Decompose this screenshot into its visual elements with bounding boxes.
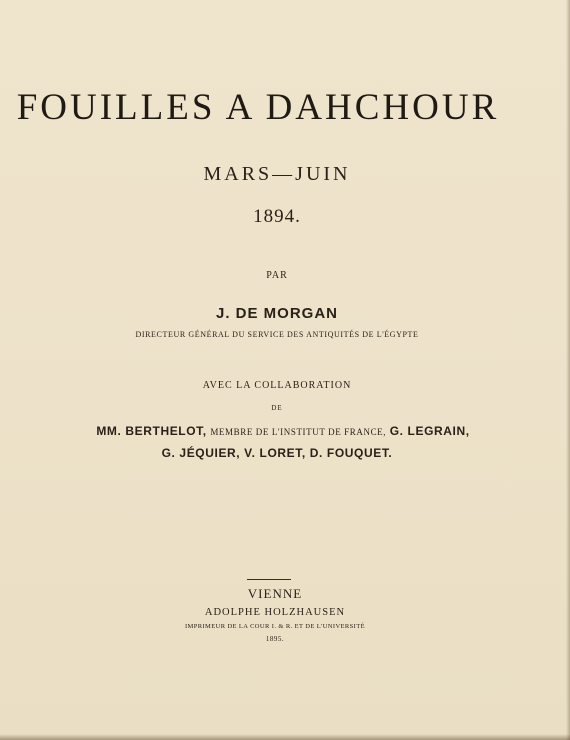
excavation-year: 1894. — [253, 206, 301, 227]
book-title: FOUILLES A DAHCHOUR — [16, 87, 500, 128]
collaboration-intro: AVEC LA COLLABORATION — [202, 380, 352, 391]
collaborator-role: MEMBRE DE L'INSTITUT DE FRANCE, — [210, 427, 387, 437]
publication-year: 1895. — [265, 635, 285, 643]
collaboration-de: DE — [271, 404, 283, 412]
by-label: PAR — [266, 270, 288, 281]
author-role: DIRECTEUR GÉNÉRAL DU SERVICE DES ANTIQUITÉS DE L'ÉGYPTE — [135, 330, 419, 339]
page-edge-shadow-bottom — [0, 734, 570, 740]
collaborator-berthelot: MM. BERTHELOT, — [96, 424, 207, 438]
publication-city: VIENNE — [247, 586, 303, 601]
collaborator-legrain: G. LEGRAIN, — [389, 424, 470, 438]
collaborators-line-2: G. JÉQUIER, V. LORET, D. FOUQUET. — [161, 446, 393, 460]
collaborators-line-1 — [0, 424, 568, 439]
author-name: J. DE MORGAN — [215, 305, 338, 322]
publisher-name: ADOLPHE HOLZHAUSEN — [204, 607, 346, 618]
divider-rule — [247, 579, 291, 580]
printer-note: IMPRIMEUR DE LA COUR I. & R. ET DE L'UNIVERSITÉ — [184, 623, 365, 630]
book-subtitle: MARS—JUIN — [203, 163, 351, 185]
page-edge-shadow-right — [566, 0, 570, 740]
